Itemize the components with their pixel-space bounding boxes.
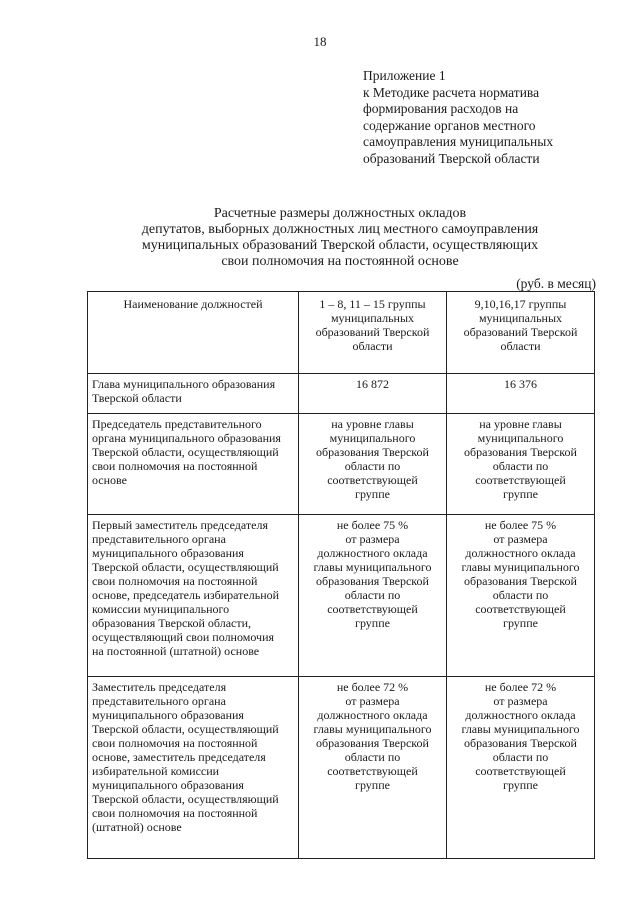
salary-cell-group-2 xyxy=(447,414,595,515)
cell-line: Тверской области, осуществляющий xyxy=(92,560,279,574)
title-line: свои полномочия на постоянной основе xyxy=(221,254,459,269)
cell-line: главы муниципального xyxy=(313,560,432,574)
cell-line: соответствующей xyxy=(327,764,418,778)
cell-line: образования Тверской xyxy=(316,445,429,459)
cell-line: области по xyxy=(492,588,549,602)
cell-line: не более 72 % xyxy=(336,680,409,694)
cell-line: группе xyxy=(355,616,390,630)
cell-line: главы муниципального xyxy=(461,722,580,736)
salary-cell-group-1 xyxy=(299,677,447,859)
cell-line: соответствующей xyxy=(327,602,418,616)
cell-line: на постоянной (штатной) основе xyxy=(92,644,260,658)
cell-line: муниципального xyxy=(329,431,416,445)
cell-line: группе xyxy=(503,487,538,501)
cell-line: представительного органа xyxy=(92,694,226,708)
cell-line: 9,10,16,17 группы xyxy=(474,297,567,311)
appendix-line: к Методике расчета норматива xyxy=(363,84,540,100)
cell-line: группе xyxy=(503,616,538,630)
cell-line: Тверской области, осуществляющий xyxy=(92,722,279,736)
cell-line: от размера xyxy=(493,532,548,546)
cell-line: Заместитель председателя xyxy=(92,680,227,694)
cell-line: главы муниципального xyxy=(461,560,580,574)
cell-line: свои полномочия на постоянной xyxy=(92,574,258,588)
cell-line: Тверской области, осуществляющий xyxy=(92,445,279,459)
cell-line: 1 – 8, 11 – 15 группы xyxy=(319,297,426,311)
salary-cell-group-2 xyxy=(447,677,595,859)
cell-line: должностного оклада xyxy=(317,546,428,560)
cell-line: основе, председатель избирательной xyxy=(92,588,280,602)
cell-line: должностного оклада xyxy=(465,708,576,722)
salary-cell-group-1 xyxy=(299,414,447,515)
cell-line: образования Тверской xyxy=(464,445,577,459)
cell-line: свои полномочия на постоянной xyxy=(92,736,258,750)
appendix-line: формирования расходов на xyxy=(363,101,519,116)
cell-line: группе xyxy=(503,778,538,792)
position-cell xyxy=(88,515,299,677)
cell-line: соответствующей xyxy=(475,602,566,616)
cell-line: осуществляющий свои полномочия xyxy=(92,630,275,644)
cell-line: основе xyxy=(92,473,127,487)
cell-line: соответствующей xyxy=(475,764,566,778)
cell-line: образования Тверской xyxy=(464,736,577,750)
cell-line: 16 376 xyxy=(504,377,537,391)
cell-line: соответствующей xyxy=(475,473,566,487)
title-line: муниципальных образований Тверской области, осуществляющих xyxy=(141,238,539,253)
salary-cell-group-2 xyxy=(447,374,595,414)
cell-line: не более 75 % xyxy=(484,518,557,532)
cell-line: должностного оклада xyxy=(465,546,576,560)
cell-line: должностного оклада xyxy=(317,708,428,722)
cell-line: образований Тверской xyxy=(315,325,430,339)
position-cell xyxy=(88,677,299,859)
cell-line: комиссии муниципального xyxy=(92,602,230,616)
cell-line: не более 75 % xyxy=(336,518,409,532)
cell-line: группе xyxy=(355,778,390,792)
cell-line: муниципальных xyxy=(478,311,563,325)
cell-line: образования Тверской xyxy=(464,574,577,588)
position-cell xyxy=(88,414,299,515)
cell-line: образования Тверской области, xyxy=(92,616,252,630)
cell-line: области по xyxy=(492,750,549,764)
cell-line: свои полномочия на постоянной xyxy=(92,459,258,473)
cell-line: свои полномочия на постоянной xyxy=(92,806,258,820)
cell-line: муниципального образования xyxy=(92,546,244,560)
cell-line: Тверской области xyxy=(92,391,182,405)
cell-line: образования Тверской xyxy=(316,574,429,588)
cell-line: не более 72 % xyxy=(484,680,557,694)
cell-line: на уровне главы xyxy=(331,417,414,431)
cell-line: (штатной) основе xyxy=(92,820,182,834)
cell-line: Глава муниципального образования xyxy=(92,377,276,391)
salary-cell-group-1 xyxy=(299,374,447,414)
cell-line: от размера xyxy=(345,532,400,546)
cell-line: образования Тверской xyxy=(316,736,429,750)
title-line: Расчетные размеры должностных окладов xyxy=(213,206,467,221)
cell-line: Тверской области, осуществляющий xyxy=(92,792,279,806)
cell-line: основе, заместитель председателя xyxy=(92,750,266,764)
cell-line: области по xyxy=(344,459,401,473)
cell-line: Наименование должностей xyxy=(123,297,263,311)
title-line: депутатов, выборных должностных лиц местного самоуправления xyxy=(141,222,539,237)
header-groups-2 xyxy=(447,292,595,374)
cell-line: Председатель представительного xyxy=(92,417,262,431)
cell-line: от размера xyxy=(493,694,548,708)
cell-line: органа муниципального образования xyxy=(92,431,281,445)
cell-line: области по xyxy=(344,750,401,764)
cell-line: Первый заместитель председателя xyxy=(92,518,268,532)
table-row xyxy=(88,374,595,414)
appendix-line: содержание органов местного xyxy=(363,117,536,133)
table-row xyxy=(88,677,595,859)
cell-line: представительного органа xyxy=(92,532,226,546)
appendix-note xyxy=(363,68,613,167)
cell-line: соответствующей xyxy=(327,473,418,487)
appendix-line: образований Тверской области xyxy=(363,150,540,166)
position-cell xyxy=(88,374,299,414)
salary-cell-group-2 xyxy=(447,515,595,677)
document-title xyxy=(90,206,590,270)
unit-note: (руб. в месяц) xyxy=(516,276,596,291)
cell-line: на уровне главы xyxy=(479,417,562,431)
cell-line: образований Тверской xyxy=(463,325,578,339)
cell-line: избирательной комиссии xyxy=(92,764,220,778)
salary-table xyxy=(87,291,595,859)
cell-line: области по xyxy=(344,588,401,602)
cell-line: муниципального образования xyxy=(92,778,244,792)
cell-line: главы муниципального xyxy=(313,722,432,736)
cell-line: муниципального образования xyxy=(92,708,244,722)
cell-line: области xyxy=(500,339,541,353)
appendix-line: Приложение 1 xyxy=(363,68,446,83)
salary-cell-group-1 xyxy=(299,515,447,677)
table-header-row xyxy=(88,292,595,374)
cell-line: от размера xyxy=(345,694,400,708)
header-position xyxy=(88,292,299,374)
cell-line: муниципальных xyxy=(330,311,415,325)
header-groups-1 xyxy=(299,292,447,374)
cell-line: области xyxy=(352,339,393,353)
appendix-line: самоуправления муниципальных xyxy=(363,134,554,149)
cell-line: группе xyxy=(355,487,390,501)
page-number: 18 xyxy=(313,34,327,49)
table-row xyxy=(88,414,595,515)
cell-line: муниципального xyxy=(477,431,564,445)
table-row xyxy=(88,515,595,677)
cell-line: 16 872 xyxy=(356,377,389,391)
cell-line: области по xyxy=(492,459,549,473)
